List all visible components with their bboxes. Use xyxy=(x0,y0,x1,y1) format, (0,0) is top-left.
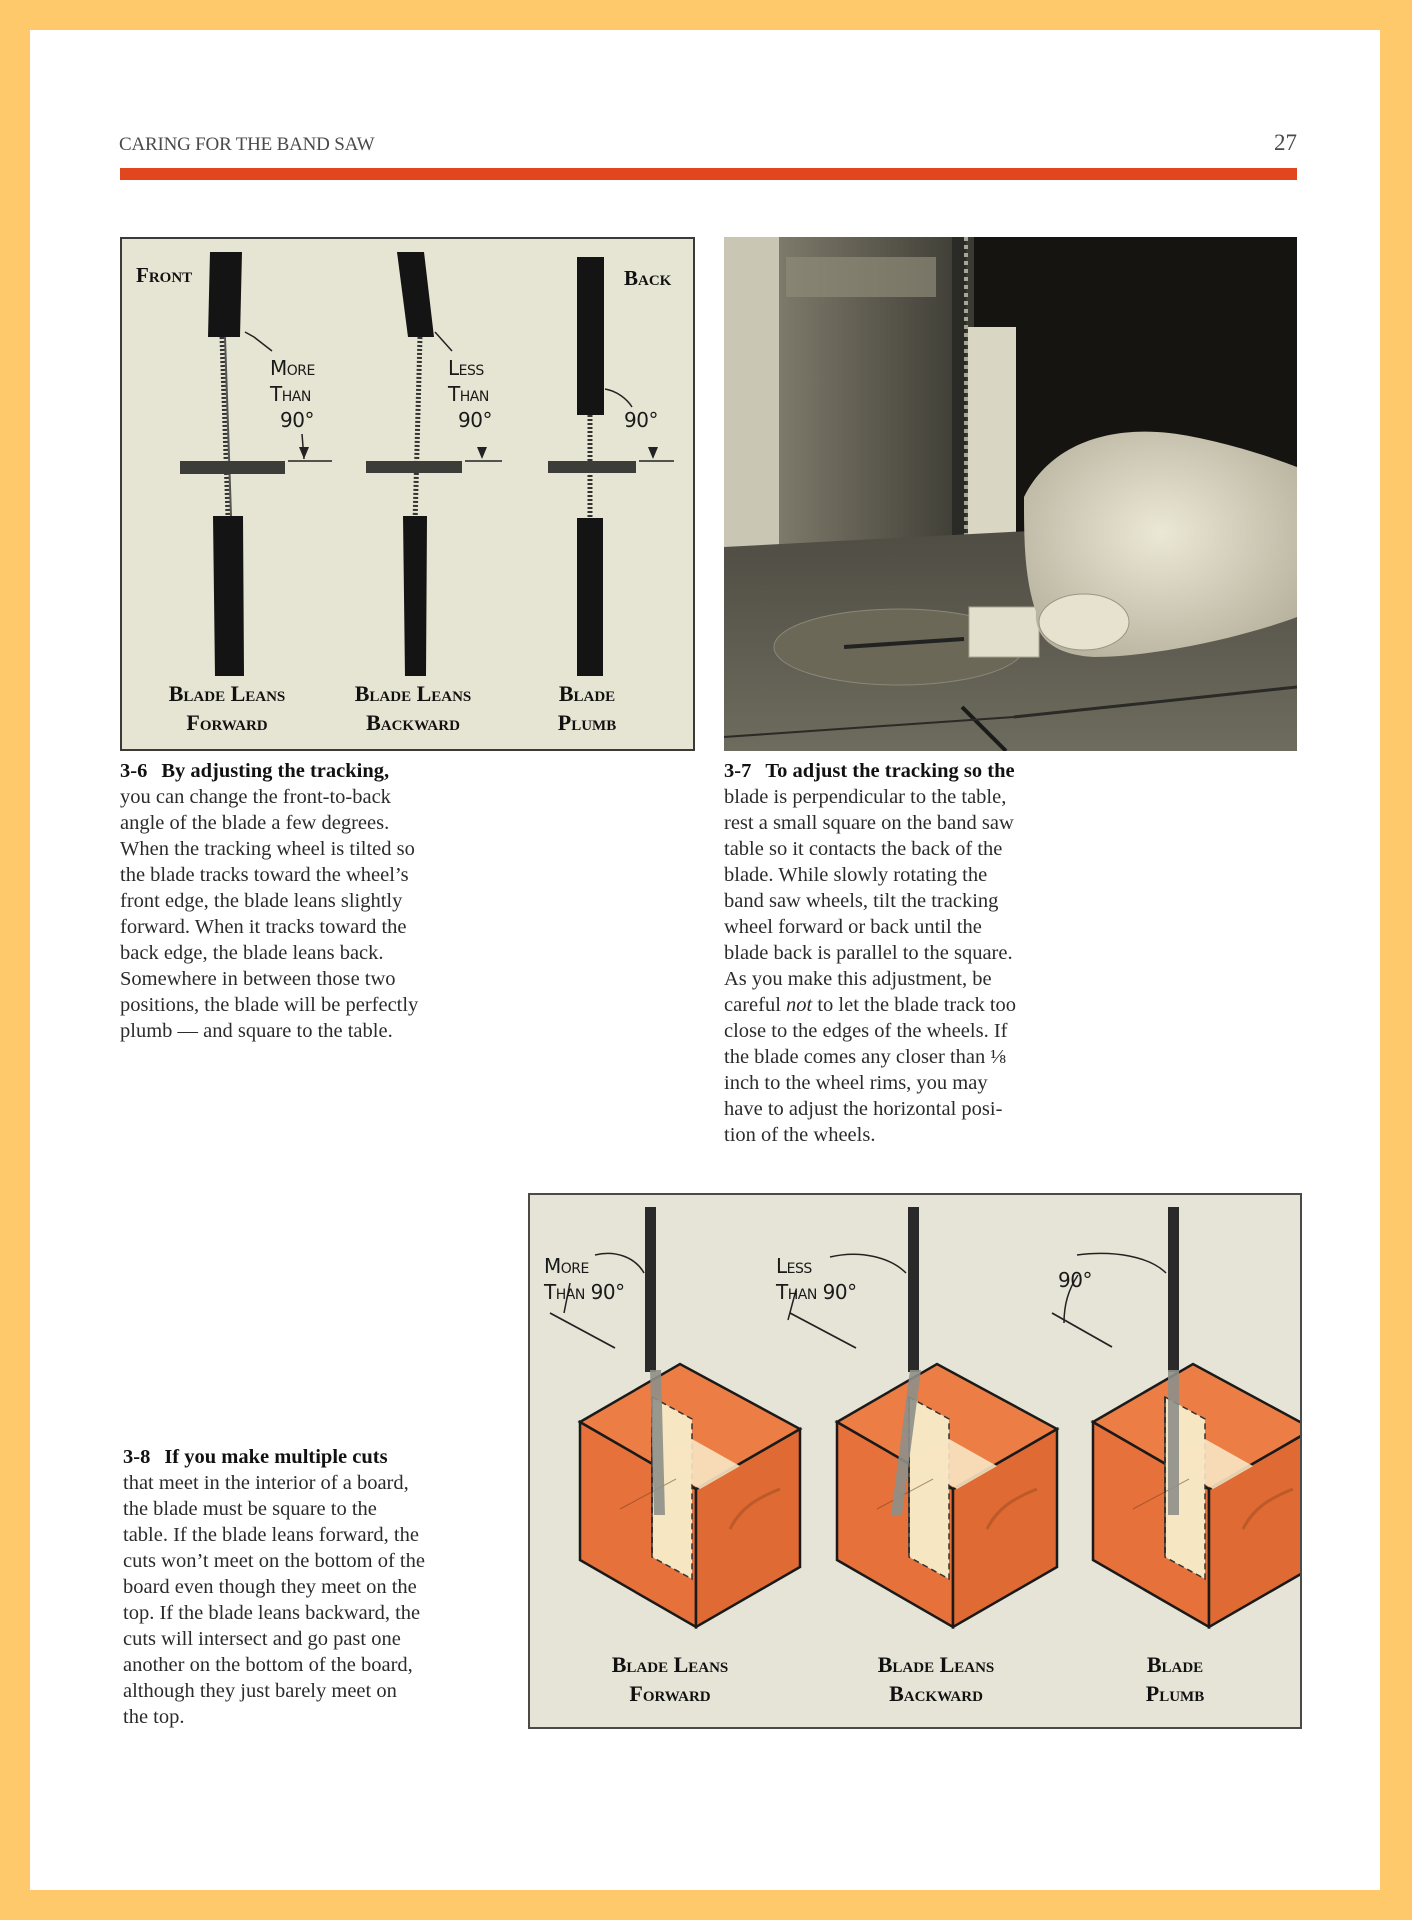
upper-blade-guard xyxy=(577,257,604,415)
figure-3-7-photo-square-against-blade xyxy=(724,237,1297,751)
caption-lead: By adjusting the tracking, xyxy=(161,760,390,782)
caption-3-7: 3-7 To adjust the tracking so the blade is perpendicular to the table, rest a small square on the band saw table so it contacts the back of the blade. While slowly rotating the band saw wheels, tilt the tracking wheel forward or back until the blade back is parallel to the square. As you make this adjustment, be careful not to let the blade track too close to the edges of the wheels. If the blade comes any closer than ⅛ inch to the wheel rims, you may have to adjust the horizontal posi- tion of the wheels. xyxy=(724,760,1017,1146)
blade xyxy=(1168,1207,1179,1372)
upper-blade-guard xyxy=(208,252,242,337)
angle-label-more-than-90: More Than 90° xyxy=(544,1254,625,1304)
front-label: Front xyxy=(136,263,193,287)
lower-blade-guard xyxy=(403,516,427,676)
figure-3-8-cube-cut-diagram xyxy=(528,1193,1302,1729)
label-blade-plumb: Blade Plumb xyxy=(1145,1652,1205,1706)
lower-blade-guard xyxy=(577,518,603,676)
angle-label-90: 90° xyxy=(1058,1268,1092,1292)
page-number: 27 xyxy=(1274,130,1297,155)
blade-forward xyxy=(180,252,332,676)
label-blade-leans-forward: Blade Leans Forward xyxy=(611,1652,729,1706)
book-page xyxy=(30,30,1380,1890)
caption-number: 3-7 xyxy=(724,760,752,782)
background-light xyxy=(724,237,784,557)
blade-plumb xyxy=(548,257,674,676)
blade-in-wood xyxy=(1168,1370,1179,1515)
angle-label-90: 90° xyxy=(624,408,658,432)
caption-3-6: 3-6 By adjusting the tracking, you can change the front-to-back angle of the blade a few degrees. When the tracking wheel is tilted so the blade tracks toward the wheel’s front edge, the blade leans slightly forward. When it tracks toward the back edge, the blade leans back. Somewhere in between those two positions, the blade will be perfectly plumb — and square to the table. xyxy=(120,760,419,1042)
caption-number: 3-6 xyxy=(120,760,148,782)
angle-label-more-than-90: More Than 90° xyxy=(270,356,315,432)
figure-3-6-blade-angle-diagram xyxy=(120,237,695,751)
label-blade-leans-backward: Blade Leans Backward xyxy=(877,1652,995,1706)
caption-lead: To adjust the tracking so the xyxy=(765,760,1015,782)
table-bar xyxy=(366,461,462,473)
angle-label-less-than-90: Less Than 90° xyxy=(776,1254,857,1304)
caption-number: 3-8 xyxy=(123,1446,151,1468)
blade xyxy=(908,1207,919,1372)
upper-blade-guard xyxy=(397,252,434,337)
caption-lead: If you make multiple cuts xyxy=(164,1446,388,1468)
caption-3-8: 3-8 If you make multiple cuts that meet in the interior of a board, the blade must be square to the table. If the blade leans forward, the cuts won’t meet on the bottom of the board even though they meet on the top. If the blade leans backward, the cuts will intersect and go past one another on the bottom of the board, although they just barely meet on the top. xyxy=(123,1446,425,1728)
running-head: CARING FOR THE BAND SAW xyxy=(119,134,375,155)
label-blade-plumb: Blade Plumb xyxy=(557,681,617,735)
table-bar xyxy=(180,461,285,474)
blade xyxy=(645,1207,656,1372)
label-blade-leans-forward: Blade Leans Forward xyxy=(168,681,286,735)
label-blade-leans-backward: Blade Leans Backward xyxy=(354,681,472,735)
header-rule xyxy=(120,168,1297,180)
lower-blade-guard xyxy=(213,516,244,676)
cube-diagram-svg xyxy=(530,1195,1300,1727)
photo-illustration xyxy=(724,237,1297,751)
table-bar xyxy=(548,461,636,473)
blade-diagram-svg xyxy=(122,239,693,749)
back-label: Back xyxy=(624,266,672,290)
square-handle xyxy=(969,607,1039,657)
blade-backward xyxy=(366,252,502,676)
angle-label-less-than-90: Less Than 90° xyxy=(448,356,492,432)
